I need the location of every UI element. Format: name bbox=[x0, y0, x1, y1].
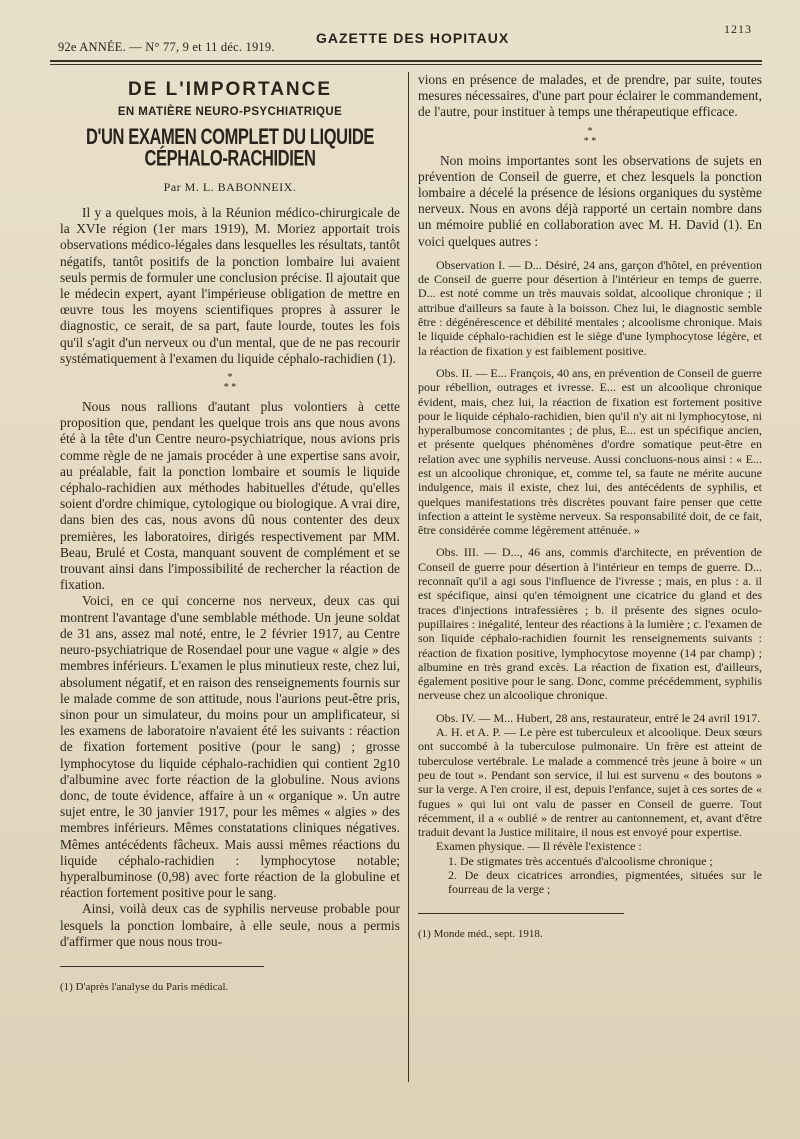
left-column bbox=[60, 72, 400, 995]
paragraph: Non moins importantes sont les observations de sujets en prévention de Conseil de guerre, et chez lesquels la ponction lombaire a décelé la présence de lésions organiques du système nerveux. Nous en avons déjà rapporté un certain nombre dans un mémoire publié en collaboration avec M. H. David (1). En voici quelques autres : bbox=[418, 152, 762, 249]
header-rule bbox=[50, 60, 762, 62]
page-number: 1213 bbox=[724, 22, 752, 36]
observation-2: Obs. II. — E... François, 40 ans, en prévention de Conseil de guerre pour rébellion, outrages et ivresse. E... est un alcoolique chronique évident, mais, chez lui, la réaction de fixation est fortement positive pour le liquide céphalo-rachidien, bien qu'il n'y ait ni lymphocytose, ni hyperalbumose concomitantes ; de plus, E... est un spécifique ancien, et présente quelques phénomènes d'ordre somatique peut-être en relation avec une syphilis nerveuse. Aussi concluons-nous ainsi : « E... est un alcoolique chronique, et, comme tel, sa faute ne mérite aucune indulgence, mais il existe, chez lui, des antécédents de syphilis, et quelques manifestations très discrètes pouvant faire penser que cette infection a atteint le système nerveux. Sa responsabilité doit, de ce fait, être considérée comme légèrement atténuée. » bbox=[418, 365, 762, 538]
article-subtitle: EN MATIÈRE NEURO-PSYCHIATRIQUE bbox=[117, 106, 343, 119]
paragraph: Nous nous rallions d'autant plus volontiers à cette proposition que, pendant les quelque trois ans que nous avons été à la tête d'un Centre neuro-psychiatrique, nous avions pris comme règle de ne jamais procéder à une expertise sans avoir, au préalable, fait la ponction lombaire et soumis le liquide céphalo-rachidien aux méthodes habituelles d'étude, qu'elles soient d'ordre chimique, cytologique ou biologique. A vrai dire, dans bien des cas, nous avons dû nous contenter des deux premières, les laboratoires, dirigés respectivement par MM. Beau, Brulé et Costa, manquant souvent de complément et se trouvant ainsi dans l'impossibilité de rechercher la réaction de fixation. bbox=[60, 399, 400, 593]
observation-4: Obs. IV. — M... Hubert, 28 ans, restaurateur, entré le 24 avril 1917. bbox=[436, 710, 761, 725]
exam-item: 2. De deux cicatrices arrondies, pigmentées, situées sur le fourreau de la verge ; bbox=[448, 868, 762, 897]
observation-4-history: A. H. et A. P. — Le père est tuberculeux et alcoolique. Deux sœurs ont succombé à la tuberculose pulmonaire. Un frère est atteint de tuberculose vertébrale. Le malade a commencé très jeune à boire « un peu de tout ». Pendant son service, il lui est survenu « des boutons » sur la verge. A l'en croire, il est, depuis l'enfance, sujet à ces sortes de « fugues » qui lui ont valu de passer en Conseil de guerre. Tout récemment, il a « oublié » de rentrer au cantonnement, et, avant d'être traduit devant la Justice militaire, il nous est envoyé pour expertise. bbox=[418, 725, 762, 840]
observations bbox=[418, 258, 762, 897]
paragraph: Il y a quelques mois, à la Réunion médico-chirurgicale de la XVIe région (1er mars 1919), M. Moriez apportait trois observations médico-légales dans lesquelles les résultats, tantôt négatifs, tantôt positifs de la ponction lombaire lui avaient seuls permis de formuler une conclusion précise. Il ajoutait que le médecin expert, ayant l'impérieuse obligation de mettre en œuvre tous les moyens scientifiques propres à assurer le diagnostic, ce serait, de sa part, faute lourde, toutes les fois qu'il s'agit d'un nerveux ou d'un mental, que de ne pas recourir systématiquement à l'examen du liquide céphalo-rachidien (1). bbox=[60, 205, 400, 366]
footnote: (1) Monde méd., sept. 1918. bbox=[418, 927, 543, 940]
section-separator: * * * bbox=[583, 125, 597, 147]
paragraph: vions en présence de malades, et de prendre, par suite, toutes mesures nécessaires, d'une part pour éclairer le commandement, de l'autre, pour instituer à temps une thérapeutique efficace. bbox=[418, 72, 762, 120]
byline: Par M. L. BABONNEIX. bbox=[163, 179, 297, 194]
paragraph: Voici, en ce qui concerne nos nerveux, deux cas qui montrent l'avantage d'une semblable méthode. Un jeune soldat de 31 ans, assez mal noté, entre, le 2 février 1917, au Centre neuro-psychiatrique de Rosendael pour une vague « algie » des membres inférieurs. L'examen le plus minutieux reste, chez lui, absolument négatif, et en raison des renseignements fournis sur le malade comme de son attitude, nous l'aurions peut-être pris, sinon pour un simulateur, du moins pour un amplificateur, si les examens de laboratoire n'avaient été les suivants : réaction de fixation fortement positive (pour le sang) ; grosse lymphocytose du liquide céphalo-rachidien qui contient 2g10 d'albumine avec forte réaction de la globuline. Nous avions donc, de toute évidence, affaire à un « organique ». Un autre sujet entre, le 30 janvier 1917, pour les mêmes « algies » des membres inférieurs. Mêmes constatations cliniques négatives. Mêmes antécédents fâcheux. Mais aussi mêmes réactions du liquide céphalo-rachidien : lymphocytose notable; hyperalbuminose (0,98) avec forte réaction de la globuline et réaction fortement positive pour le sang. bbox=[60, 593, 400, 901]
observation-1: Observation I. — D... Désiré, 24 ans, garçon d'hôtel, en prévention de Conseil de guerre pour désertion à l'intérieur en temps de guerre. D... est noté comme un très mauvais soldat, alcoolique chronique ; il attribue d'ailleurs sa faute à la boisson. Chez lui, le diagnostic semble être : dégénérescence et débilité mentales ; alcoolisme chronique. Mais le liquide céphalo-rachidien est le siège d'une lymphocytose légère, et la réaction de fixation y est faiblement positive. bbox=[418, 257, 762, 358]
footnote-rule bbox=[60, 966, 264, 967]
footnote-rule bbox=[418, 913, 624, 914]
section-separator: * * * bbox=[223, 372, 237, 394]
header-rule-thin bbox=[50, 64, 762, 65]
article-title: DE L'IMPORTANCE bbox=[127, 79, 333, 100]
exam-item: 1. De stigmates très accentués d'alcoolisme chronique ; bbox=[448, 853, 713, 868]
issue-info: 92e ANNÉE. — N° 77, 9 et 11 déc. 1919. bbox=[58, 40, 275, 54]
observation-3: Obs. III. — D..., 46 ans, commis d'architecte, en prévention de Conseil de guerre pour désertion à l'intérieur en temps de guerre. D... reconnaît qu'il a agi sous l'influence de l'ivresse ; mais, en plus : a. il est spécifique, ainsi qu'en témoignent une cicatrice du gland et des traces d'injections intrafessières ; b. il présente des signes oculo-pupillaires : inégalité, lenteur des réactions à la lumière ; c. l'examen de son liquide céphalo-rachidien fournit les renseignements suivants : réaction de fixation positive, lymphocytose moyenne (14 par champ) ; albumine en très grand excès. La réaction de fixation est, d'ailleurs, également positive pour le sang. Donc, comme précédemment, syphilis nerveuse chez un alcoolique chronique. bbox=[418, 545, 762, 703]
footnote: (1) D'après l'analyse du Paris médical. bbox=[60, 980, 229, 993]
journal-name: GAZETTE DES HOPITAUX bbox=[316, 30, 510, 46]
exam-title: Examen physique. — Il révèle l'existence : bbox=[436, 839, 642, 854]
paragraph: Ainsi, voilà deux cas de syphilis nerveuse probable pour lesquels la ponction lombaire, à elle seule, nous a permis d'affirmer que nous nous trou- bbox=[60, 901, 400, 949]
column-divider bbox=[408, 72, 409, 1082]
article-headline: D'UN EXAMEN COMPLET DU LIQUIDE CÉPHALO-RACHIDIEN bbox=[85, 125, 374, 172]
right-column bbox=[418, 72, 762, 942]
